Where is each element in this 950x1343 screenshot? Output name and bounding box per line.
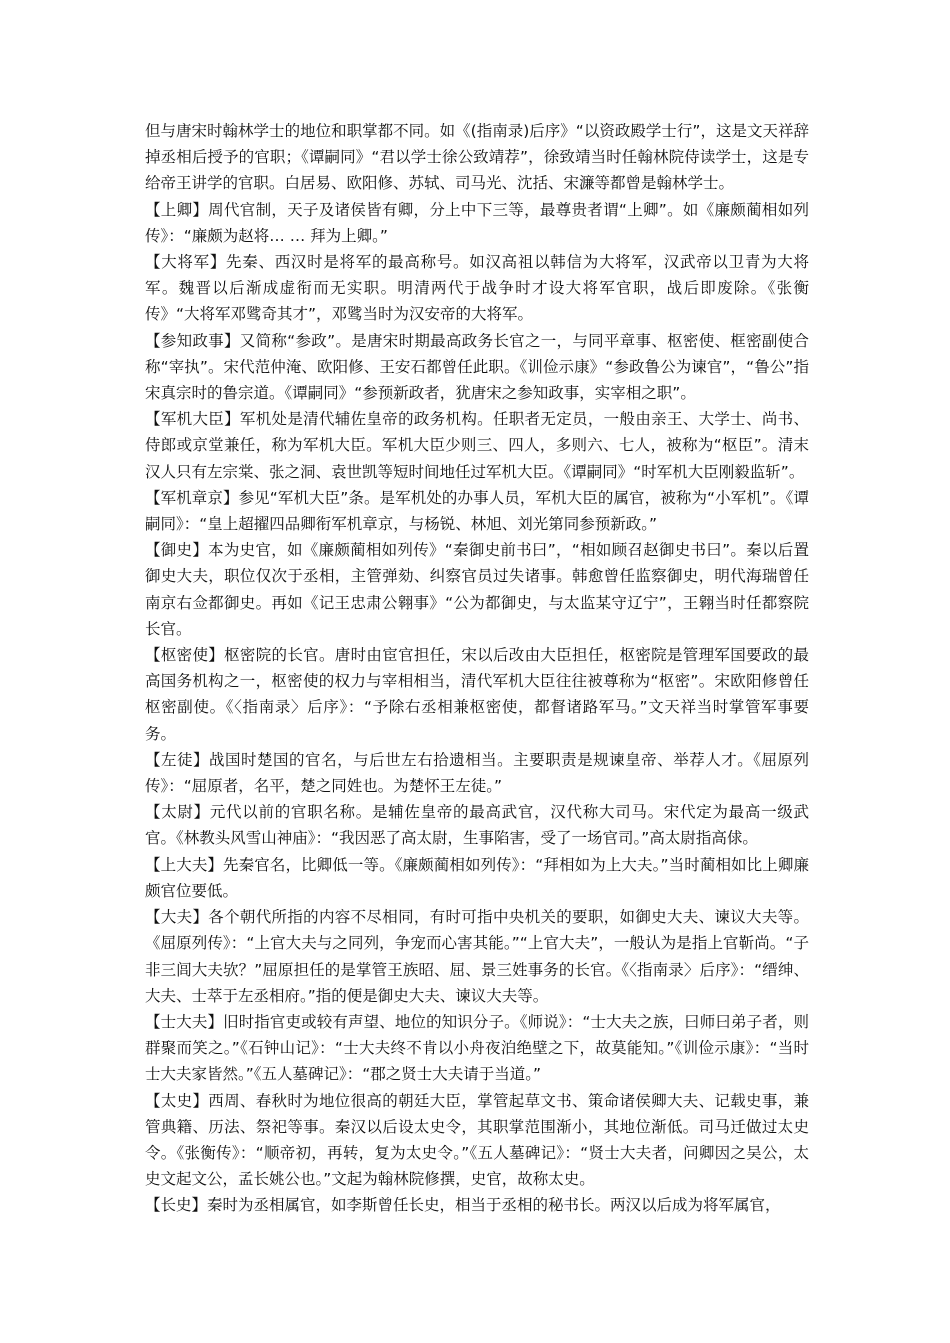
paragraph-taiwei: 【太尉】元代以前的官职名称。是辅佐皇帝的最高武官，汉代称大司马。宋代定为最高一级武官。《林教头风雪山神庙》：“我因恶了高太尉，生事陷害，受了一场官司。”高太尉指高俅。: [145, 803, 809, 848]
paragraph-dajiangjun: 【大将军】先秦、西汉时是将军的最高称号。如汉高祖以韩信为大将军，汉武帝以卫青为大将军。魏晋以后渐成虚衔而无实职。明清两代于战争时才设大将军官职，战后即废除。《张衡传》“大将军邓骘奇其才”，邓骘当时为汉安帝的大将军。: [145, 253, 809, 324]
paragraph-zhangshi: 【长史】秦时为丞相属官，如李斯曾任长史，相当于丞相的秘书长。两汉以后成为将军属官，: [145, 1196, 781, 1215]
paragraph-shumishi: 【枢密使】枢密院的长官。唐时由宦官担任，宋以后改由大臣担任，枢密院是管理军国要政的最高国务机构之一，枢密使的权力与宰相相当，清代军机大臣往往被尊称为“枢密”。宋欧阳修曾任枢密副使。《〈指南录〉后序》：“予除右丞相兼枢密使，都督诸路军马。”文天祥当时掌管军事要务。: [145, 646, 809, 743]
paragraph-shidafu: 【士大夫】旧时指官吏或较有声望、地位的知识分子。《师说》：“士大夫之族，曰师曰弟子者，则群聚而笑之。”《石钟山记》：“士大夫终不肯以小舟夜泊绝壁之下，故莫能知。”《训俭示康》：“当时士大夫家皆然。”《五人墓碑记》：“郡之贤士大夫请于当道。”: [145, 1012, 809, 1084]
paragraph-zuotu: 【左徒】战国时楚国的官名，与后世左右拾遗相当。主要职责是规谏皇帝、举荐人才。《屈原列传》：“屈原者，名平，楚之同姓也。为楚怀王左徒。”: [145, 750, 809, 796]
paragraph-canzhizhengshi: 【参知政事】又简称“参政”。是唐宋时期最高政务长官之一，与同平章事、枢密使、框密副使合称“宰执”。宋代范仲淹、欧阳修、王安石都曾任此职。《训俭示康》“参政鲁公为谏官”，“鲁公”指宋真宗时的鲁宗道。《谭嗣同》“参预新政者，犹唐宋之参知政事，实宰相之职”。: [145, 331, 809, 403]
paragraph-shangqing: 【上卿】周代官制，天子及诸侯皆有卿，分上中下三等，最尊贵者谓“上卿”。如《廉颇蔺相如列传》：“廉颇为赵将… … 拜为上卿。”: [145, 200, 809, 245]
paragraph-yushi: 【御史】本为史官，如《廉颇蔺相如列传》“秦御史前书曰”，“相如顾召赵御史书曰”。秦以后置御史大夫，职位仅次于丞相，主管弹劾、纠察官员过失诸事。韩愈曾任监察御史，明代海瑞曾任南京右佥都御史。再如《记王忠肃公翱事》“公为都御史，与太监某守辽宁”，王翱当时任都察院长官。: [145, 541, 809, 638]
paragraph-dafu: 【大夫】各个朝代所指的内容不尽相同，有时可指中央机关的要职，如御史大夫、谏议大夫等。《屈原列传》：“上官大夫与之同列，争宠而心害其能。”“上官大夫”，一般认为是指上官靳尚。“子非三闾大夫欤？”屈原担任的是掌管王族昭、屈、景三姓事务的长官。《〈指南录〉后序》：“缙绅、大夫、士萃于左丞相府。”指的便是御史大夫、谏议大夫等。: [145, 908, 809, 1005]
paragraph-junjizhangjing: 【军机章京】参见“军机大臣”条。是军机处的办事人员，军机大臣的属官，被称为“小军机”。《谭嗣同》：“皇上超擢四品卿衔军机章京，与杨锐、林旭、刘光第同参预新政。”: [145, 488, 809, 534]
paragraph-xueshi-continued: 但与唐宋时翰林学士的地位和职掌都不同。如《(指南录)后序》“以资政殿学士行”，这是文天祥辞掉丞相后授予的官职；《谭嗣同》“君以学士徐公致靖荐”，徐致靖当时任翰林院侍读学士，这是专给帝王讲学的官职。白居易、欧阳修、苏轼、司马光、沈括、宋濂等都曾是翰林学士。: [145, 122, 809, 193]
paragraph-junjidachen: 【军机大臣】军机处是清代辅佐皇帝的政务机构。任职者无定员，一般由亲王、大学士、尚书、侍郎或京堂兼任，称为军机大臣。军机大臣少则三、四人，多则六、七人，被称为“枢臣”。清末汉人只有左宗棠、张之洞、袁世凯等短时间地任过军机大臣。《谭嗣同》“时军机大臣刚毅监斩”。: [145, 410, 809, 481]
document-page: [145, 118, 809, 1219]
paragraph-taishi: 【太史】西周、春秋时为地位很高的朝廷大臣，掌管起草文书、策命诸侯卿大夫、记载史事，兼管典籍、历法、祭祀等事。秦汉以后设太史令，其职掌范围渐小，其地位渐低。司马迁做过太史令。《张衡传》：“顺帝初，再转，复为太史令。”《五人墓碑记》：“贤士大夫者，问卿因之吴公，太史文起文公，孟长姚公也。”文起为翰林院修撰，史官，故称太史。: [145, 1091, 809, 1189]
paragraph-shangdafu: 【上大夫】先秦官名，比卿低一等。《廉颇蔺相如列传》：“拜相如为上大夫。”当时蔺相如比上卿廉颇官位要低。: [145, 855, 809, 900]
